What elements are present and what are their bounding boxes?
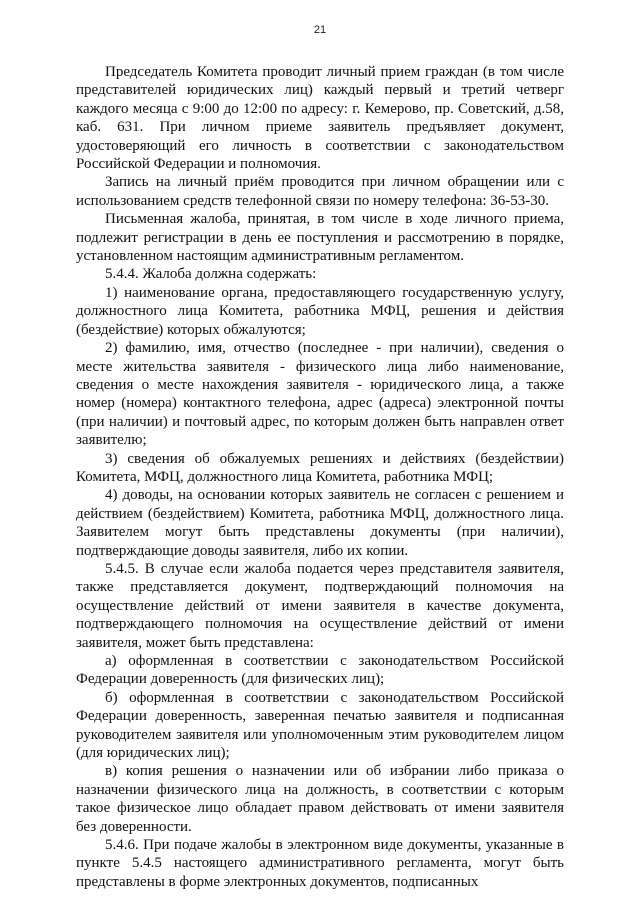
paragraph-item-3: 3) сведения об обжалуемых решениях и действиях (бездействии) Комитета, МФЦ, должностного лица Комитета, работника МФЦ;: [76, 450, 564, 485]
paragraph-item-4: 4) доводы, на основании которых заявитель не согласен с решением и действием (бездействием) Комитета, работника МФЦ, должностного лица. Заявителем могут быть представлены документы (при наличии), подтверждающие доводы заявителя, либо их копии.: [76, 487, 564, 559]
page-number: 21: [313, 24, 327, 36]
paragraph-written-complaint-registration: Письменная жалоба, принятая, в том числе в ходе личного приема, подлежит регистрации в день ее поступления и рассмотрению в порядке, установленном настоящим административным регламентом.: [76, 211, 564, 265]
paragraph-5-4-5: 5.4.5. В случае если жалоба подается через представителя заявителя, также представляется документ, подтверждающий полномочия на осуществление действий от имени заявителя в качестве документа, подтверждающего полномочия на осуществление действий от имени заявителя, может быть представлена:: [76, 560, 564, 651]
paragraph-personal-reception: Председатель Комитета проводит личный прием граждан (в том числе представителей юридических лиц) каждый первый и третий четверг каждого месяца с 9:00 до 12:00 по адресу: г. Кемерово, пр. Советский, д.58, каб. 631. При личном приеме заявитель предъявляет документ, удостоверяющий его личность в соответствии с законодательством Российской Федерации и полномочия.: [76, 64, 564, 173]
document-body: [76, 63, 564, 891]
paragraph-item-1: 1) наименование органа, предоставляющего государственную услугу, должностного лица Комитета, работника МФЦ, решения и действия (бездействие) которых обжалуются;: [76, 284, 564, 338]
paragraph-item-a: а) оформленная в соответствии с законодательством Российской Федерации доверенность (для физических лиц);: [76, 653, 564, 688]
paragraph-item-b: б) оформленная в соответствии с законодательством Российской Федерации доверенность, заверенная печатью заявителя и подписанная руководителем заявителя или уполномоченным этим руководителем лицом (для юридических лиц);: [76, 689, 564, 762]
paragraph-item-v: в) копия решения о назначении или об избрании либо приказа о назначении физического лица на должность, в соответствии с которым такое физическое лицо обладает правом действовать от имени заявителя без доверенности.: [76, 763, 564, 835]
paragraph-5-4-4-heading: 5.4.4. Жалоба должна содержать:: [105, 266, 317, 283]
paragraph-appointment-phone: Запись на личный приём проводится при личном обращении или с использованием средств телефонной связи по номеру телефона: 36-53-30.: [76, 174, 564, 209]
paragraph-5-4-6: 5.4.6. При подаче жалобы в электронном виде документы, указанные в пункте 5.4.5 настоящего административного регламента, могут быть представлены в форме электронных документов, подписанных: [76, 837, 564, 890]
paragraph-item-2: 2) фамилию, имя, отчество (последнее - при наличии), сведения о месте жительства заявителя - физического лица либо наименование, сведения о месте нахождения заявителя - юридического лица, а также номер (номера) контактного телефона, адрес (адреса) электронной почты (при наличии) и почтовый адрес, по которым должен быть направлен ответ заявителю;: [76, 340, 564, 449]
